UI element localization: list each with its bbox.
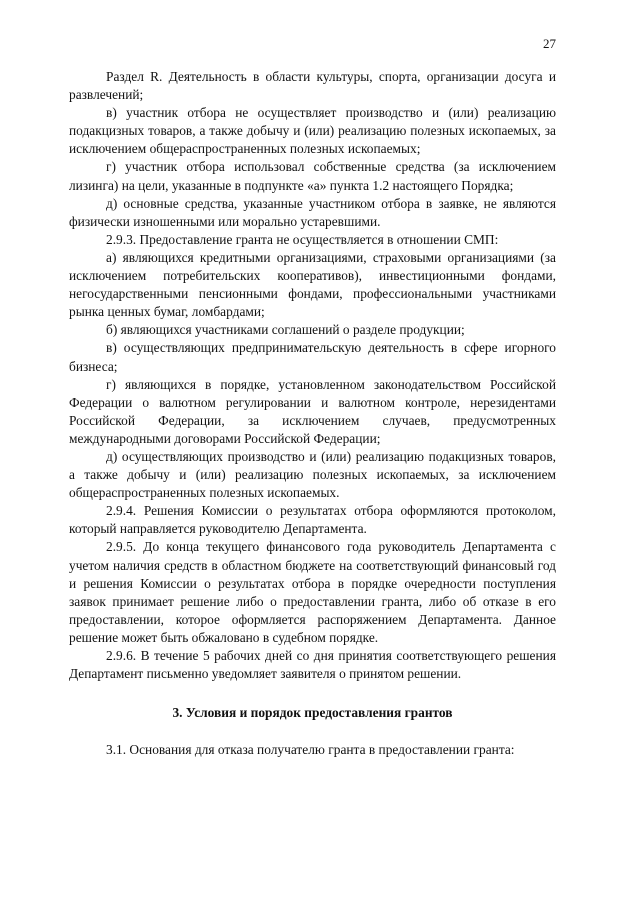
paragraph: Раздел R. Деятельность в области культуры, спорта, организации досуга и развлечений; [69, 69, 556, 103]
paragraph: д) осуществляющих производство и (или) реализацию подакцизных товаров, а также добычу и (или) реализацию полезных ископаемых, за исключением общераспространенных полезных ископаемых. [69, 448, 556, 501]
paragraph: б) являющихся участниками соглашений о разделе продукции; [106, 322, 465, 338]
paragraph: г) являющихся в порядке, установленном законодательством Российской Федерации о валютном регулировании и валютном контроле, нерезидентами Российской Федерации, за исключением случаев, предусмотренных международными договорами Российской Федерации; [69, 376, 556, 446]
section-heading: 3. Условия и порядок предоставления грантов [172, 705, 453, 721]
paragraph: 3.1. Основания для отказа получателю гранта в предоставлении гранта: [106, 742, 515, 758]
paragraph: 2.9.5. До конца текущего финансового года руководитель Департамента с учетом наличия средств в областном бюджете на соответствующий финансовый год и решения Комиссии о результатах отбора в порядке очередности поступления заявок принимает решение либо о предоставлении гранта, либо об отказе в его предоставлении, которое оформляется распоряжением Департамента. Данное решение может быть обжаловано в судебном порядке. [69, 539, 556, 645]
paragraph: в) осуществляющих предпринимательскую деятельность в сфере игорного бизнеса; [69, 340, 556, 374]
paragraph: 2.9.4. Решения Комиссии о результатах отбора оформляются протоколом, который направляется руководителю Департамента. [69, 503, 556, 537]
paragraph: г) участник отбора использовал собственные средства (за исключением лизинга) на цели, указанные в подпункте «а» пункта 1.2 настоящего Порядка; [69, 159, 556, 193]
paragraph: д) основные средства, указанные участником отбора в заявке, не являются физически изношенными или морально устаревшими. [69, 195, 556, 229]
document-body [69, 68, 556, 759]
paragraph: 2.9.6. В течение 5 рабочих дней со дня принятия соответствующего решения Департамент письменно уведомляет заявителя о принятом решении. [69, 648, 556, 682]
paragraph: 2.9.3. Предоставление гранта не осуществляется в отношении СМП: [106, 231, 499, 247]
paragraph: а) являющихся кредитными организациями, страховыми организациями (за исключением потребительских кооперативов), инвестиционными фондами, негосударственными пенсионными фондами, профессиональными участниками рынка ценных бумаг, ломбардами; [69, 249, 556, 320]
paragraph: в) участник отбора не осуществляет производство и (или) реализацию подакцизных товаров, а также добычу и (или) реализацию полезных ископаемых, за исключением общераспространенных полезных ископаемых; [69, 105, 556, 157]
page-number: 27 [543, 36, 556, 51]
